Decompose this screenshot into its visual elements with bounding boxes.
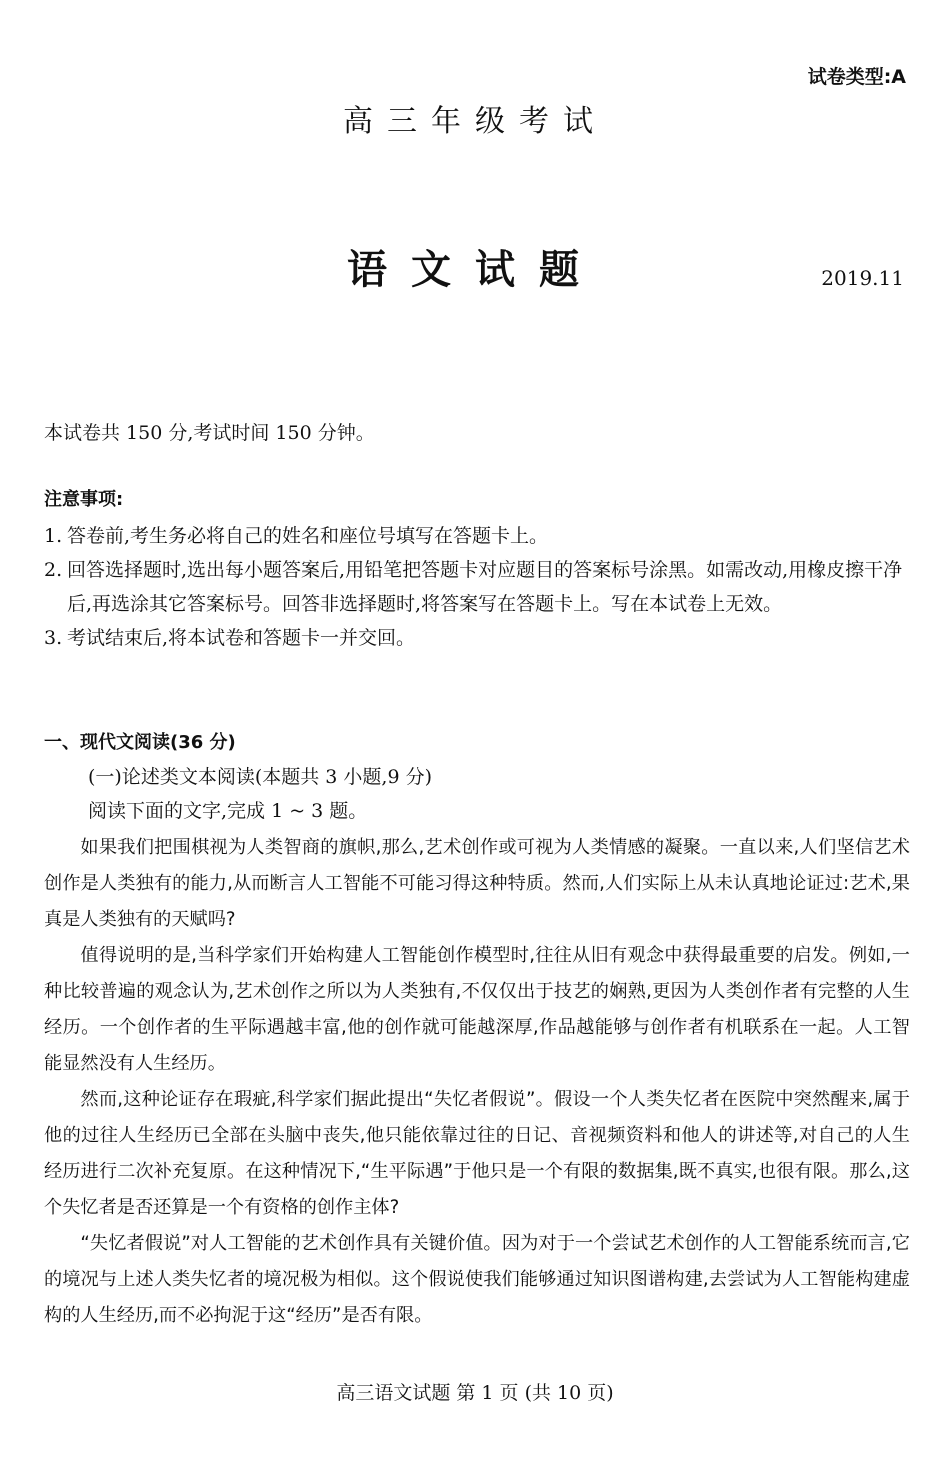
paper-type-label: 试卷类型:A (807, 66, 906, 88)
note-item (44, 519, 910, 553)
note-text: 回答选择题时,选出每小题答案后,用铅笔把答题卡对应题目的答案标号涂黑。如需改动,用橡皮擦干净后,再选涂其它答案标号。回答非选择题时,将答案写在答题卡上。写在本试卷上无效。 (67, 559, 903, 615)
exam-title: 高三年级考试 (343, 104, 607, 139)
section-heading: 一、现代文阅读(36 分) (44, 732, 236, 753)
passage-paragraph: 然而,这种论证存在瑕疵,科学家们据此提出“失忆者假说”。假设一个人类失忆者在医院中突然醒来,属于他的过往人生经历已全部在头脑中丧失,他只能依靠过往的日记、音视频资料和他人的讲述等,对自己的人生经历进行二次补充复原。在这种情况下,“生平际遇”于他只是一个有限的数据集,既不真实,也很有限。那么,这个失忆者是否还算是一个有资格的创作主体? (44, 1089, 910, 1218)
note-number: 1. (44, 525, 63, 547)
note-item (44, 621, 910, 655)
passage-paragraph: “失忆者假说”对人工智能的艺术创作具有关键价值。因为对于一个尝试艺术创作的人工智能系统而言,它的境况与上述人类失忆者的境况极为相似。这个假说使我们能够通过知识图谱构建,去尝试为人工智能构建虚构的人生经历,而不必拘泥于这“经历”是否有限。 (44, 1233, 910, 1326)
note-text: 考试结束后,将本试卷和答题卡一并交回。 (67, 627, 416, 649)
notes-list (44, 519, 910, 655)
note-number: 2. (44, 559, 63, 581)
passage-paragraph: 如果我们把围棋视为人类智商的旗帜,那么,艺术创作或可视为人类情感的凝聚。一直以来,人们坚信艺术创作是人类独有的能力,从而断言人工智能不可能习得这种特质。然而,人们实际上从未认真地论证过:艺术,果真是人类独有的天赋吗? (44, 837, 910, 930)
passage-paragraph: 值得说明的是,当科学家们开始构建人工智能创作模型时,往往从旧有观念中获得最重要的启发。例如,一种比较普遍的观念认为,艺术创作之所以为人类独有,不仅仅出于技艺的娴熟,更因为人类创作者有完整的人生经历。一个创作者的生平际遇越丰富,他的创作就可能越深厚,作品越能够与创作者有机联系在一起。人工智能显然没有人生经历。 (44, 945, 910, 1074)
note-text: 答卷前,考生务必将自己的姓名和座位号填写在答题卡上。 (67, 525, 549, 547)
page-footer: 高三语文试题 第 1 页 (共 10 页) (336, 1382, 614, 1404)
exam-date: 2019.11 (821, 266, 904, 290)
notes-heading: 注意事项: (44, 489, 124, 510)
subject-title: 语文试题 (347, 247, 603, 293)
note-item (44, 553, 910, 621)
note-number: 3. (44, 627, 63, 649)
subsection-heading: (一)论述类文本阅读(本题共 3 小题,9 分) (88, 766, 432, 788)
exam-intro: 本试卷共 150 分,考试时间 150 分钟。 (44, 422, 375, 444)
reading-passage (44, 830, 910, 1334)
reading-instruction: 阅读下面的文字,完成 1 ~ 3 题。 (88, 800, 368, 822)
